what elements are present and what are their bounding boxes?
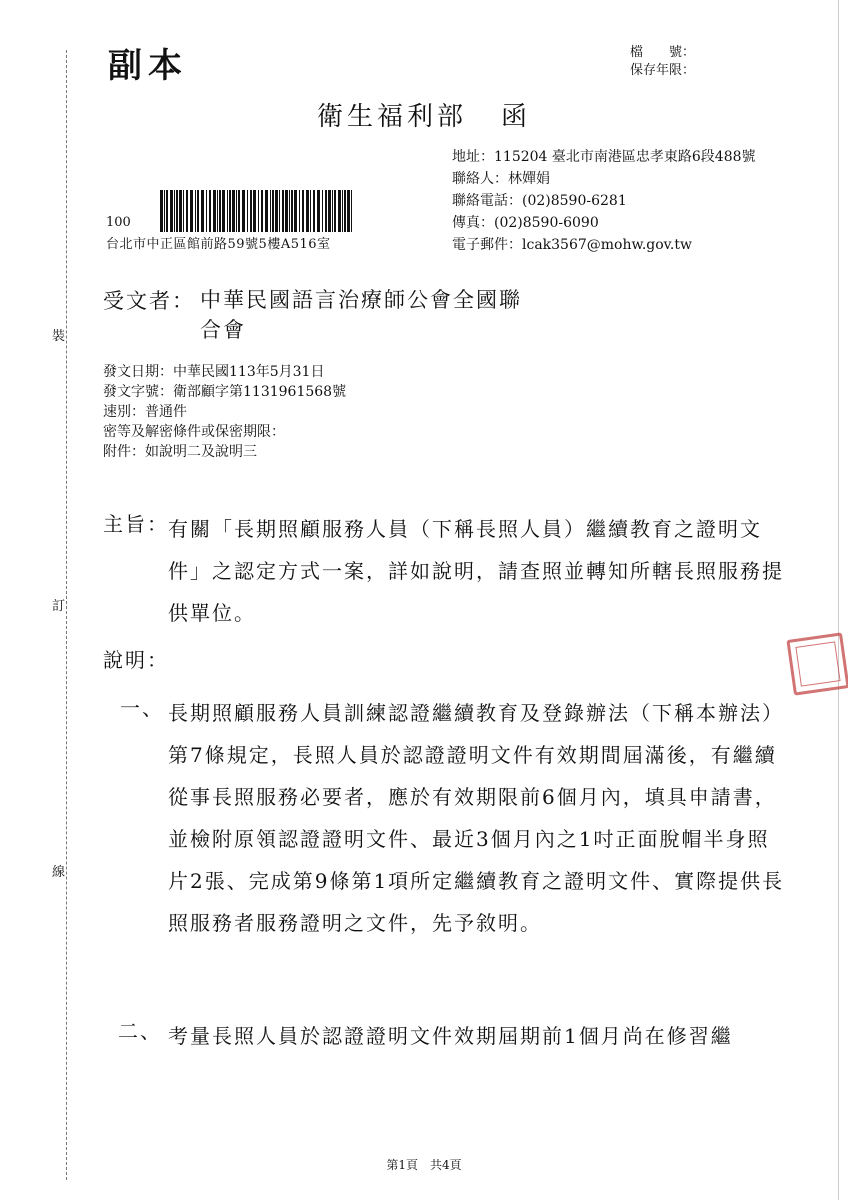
document-type: 函 <box>501 102 532 132</box>
red-seal-stamp <box>786 632 848 695</box>
recipient-label: 受文者： <box>103 289 195 313</box>
copy-mark: 副本 <box>108 46 188 86</box>
mailing-address: 台北市中正區館前路59號5樓A516室 <box>106 237 331 252</box>
attachments: 附件：如說明二及說明三 <box>103 444 257 460</box>
page-footer: 第1頁 共4頁 <box>386 1158 462 1172</box>
binding-char-zhuang: 裝 <box>52 322 65 347</box>
explanation-label: 說明： <box>103 648 169 672</box>
delivery-speed: 速別：普通件 <box>103 404 187 420</box>
binding-char-ding: 訂 <box>52 592 65 617</box>
contact-phone: 聯絡電話：(02)8590-6281 <box>452 193 627 209</box>
archive-meta <box>630 44 695 80</box>
binding-line <box>66 50 67 1180</box>
contact-fax: 傳真：(02)8590-6090 <box>452 215 599 231</box>
recipient-name: 中華民國語言治療師公會全國聯合會 <box>200 288 522 342</box>
contact-block <box>452 146 756 256</box>
explanation-item-2-number: 二、 <box>118 1019 162 1043</box>
document-info <box>103 362 346 462</box>
contact-person: 聯絡人：林嬋娟 <box>452 171 550 187</box>
agency-name: 衛生福利部 <box>316 102 467 132</box>
secrecy-level: 密等及解密條件或保密期限： <box>103 424 285 440</box>
subject-label: 主旨： <box>103 512 169 536</box>
page-edge-line <box>838 0 839 1200</box>
mailing-zip: 100 <box>106 215 131 230</box>
document-title <box>0 96 848 133</box>
barcode-image <box>158 190 358 232</box>
archive-number-label: 檔 號： <box>630 45 696 60</box>
explanation-item-2-text: 考量長照人員於認證證明文件效期屆期前1個月尚在修習繼 <box>168 1024 733 1048</box>
issue-date: 發文日期：中華民國113年5月31日 <box>103 364 325 380</box>
contact-email: 電子郵件：lcak3567@mohw.gov.tw <box>452 237 692 253</box>
contact-address: 地址：115204 臺北市南港區忠孝東路6段488號 <box>452 149 756 165</box>
explanation-item-1-text: 長期照顧服務人員訓練認證繼續教育及登錄辦法（下稱本辦法）第7條規定，長照人員於認證證明文件有效期間屆滿後，有繼續從事長照服務必要者，應於有效期限前6個月內，填具申請書，並檢附原領認證證明文件、最近3個月內之1吋正面脫帽半身照片2張、完成第9條第1項所定繼續教育之證明文件、實際提供長照服務者服務證明之文件，先予敘明。 <box>168 701 785 935</box>
issue-number: 發文字號：衛部顧字第1131961568號 <box>103 384 347 400</box>
explanation-item-1-number: 一、 <box>120 696 164 720</box>
binding-char-xian: 線 <box>52 858 65 883</box>
retention-period-label: 保存年限： <box>630 63 696 78</box>
subject-text: 有關「長期照顧服務人員（下稱長照人員）繼續教育之證明文件」之認定方式一案，詳如說明，請查照並轉知所轄長照服務提供單位。 <box>168 517 784 625</box>
